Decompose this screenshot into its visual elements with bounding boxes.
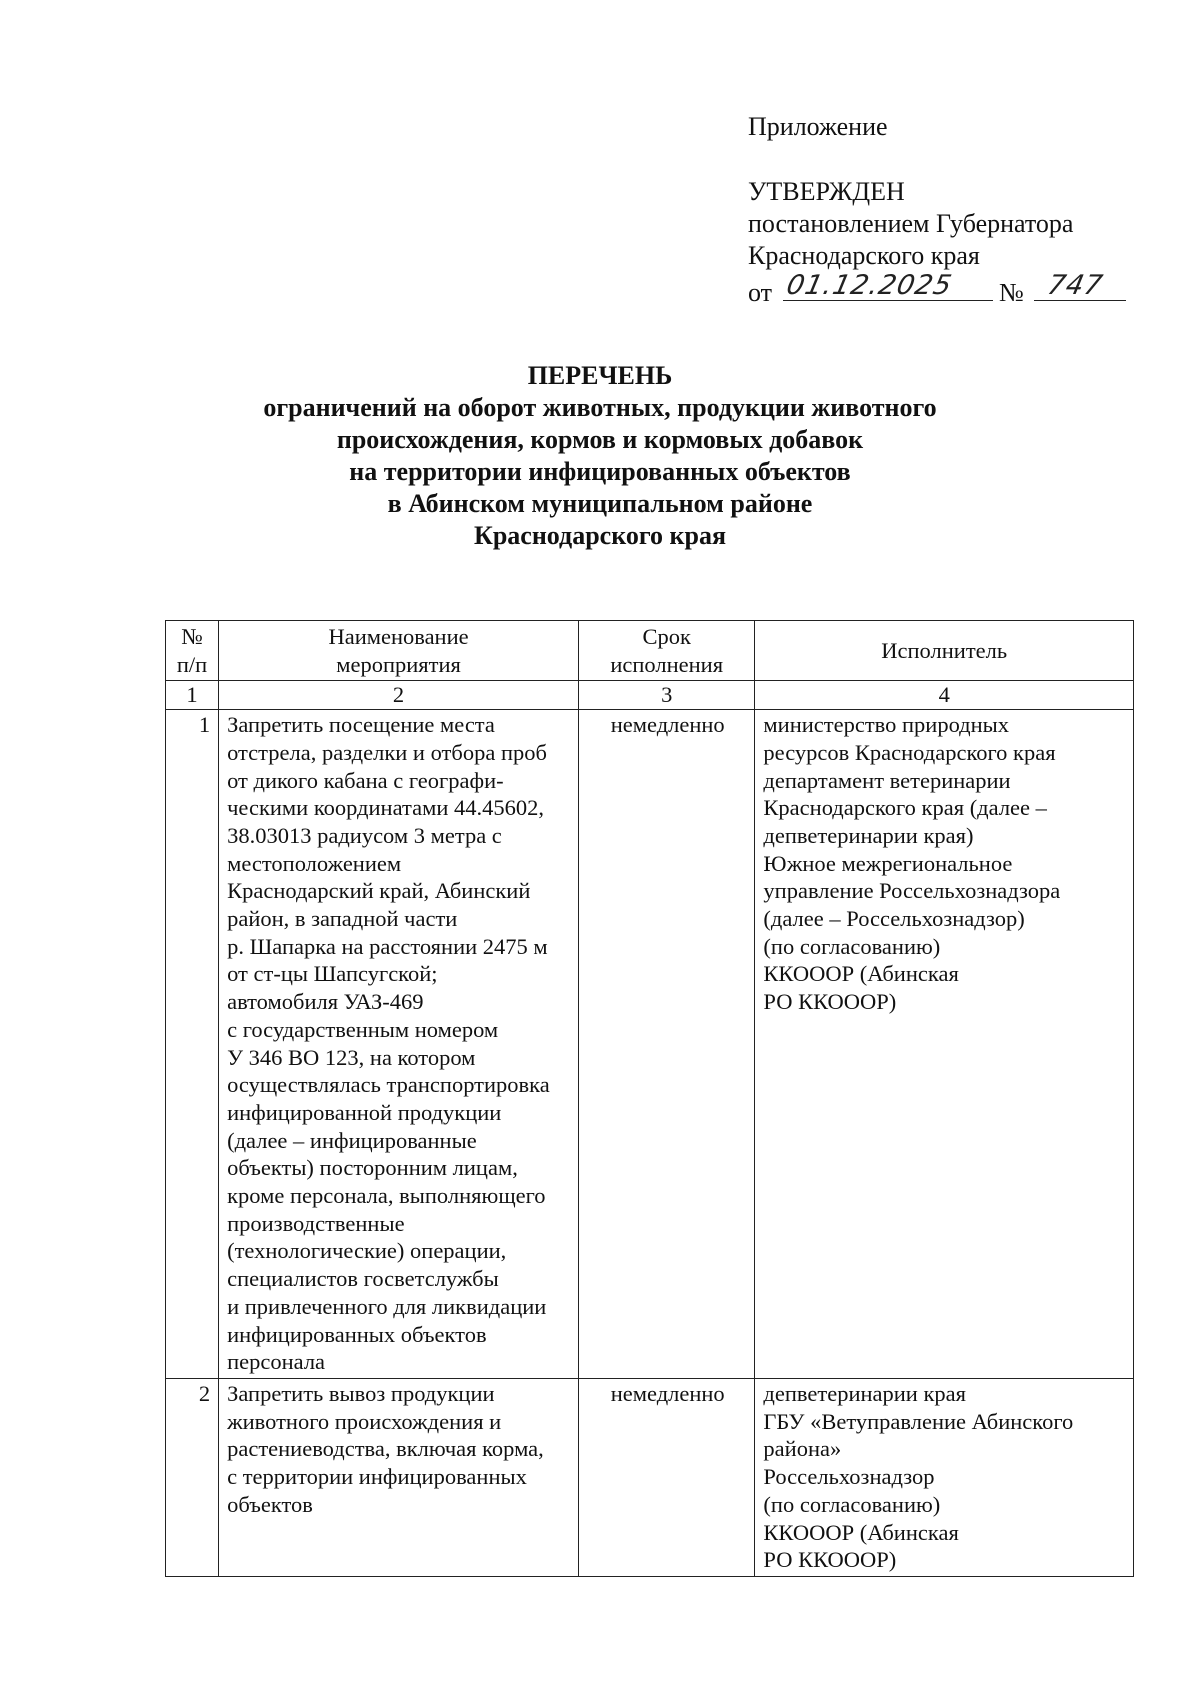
- header-term-line-2: исполнения: [610, 651, 724, 677]
- measure-line: ческими координатами 44.45602,: [227, 795, 544, 821]
- title-line-3: происхождения, кормов и кормовых добавок: [336, 425, 864, 454]
- number-prefix: №: [999, 278, 1024, 307]
- handwritten-date: 01.12.2025: [783, 270, 955, 301]
- executor-line: ГБУ «Ветуправление Абинского: [763, 1408, 1074, 1434]
- table-header-row: [166, 621, 1134, 681]
- executor-line: ККОООР (Абинская: [763, 1519, 959, 1545]
- document-title: [0, 360, 1200, 552]
- approval-block: [748, 176, 1126, 309]
- executor-line: министерство природных: [763, 712, 1010, 738]
- header-term: [579, 621, 755, 681]
- executor-line: ресурсов Краснодарского края: [763, 739, 1056, 765]
- term-cell: немедленно: [579, 1378, 755, 1576]
- measure-line: от ст-цы Шапсугской;: [227, 961, 438, 987]
- measure-line: (далее – инфицированные: [227, 1127, 477, 1153]
- header-num-line-1: №: [181, 624, 203, 649]
- executor-line: депветеринарии края: [763, 1380, 966, 1406]
- title-line-6: Краснодарского края: [473, 521, 727, 550]
- executor-line: ККОООР (Абинская: [763, 961, 959, 987]
- header-executor: Исполнитель: [755, 621, 1134, 681]
- column-numbers-row: [166, 681, 1134, 710]
- header-num-line-2: п/п: [176, 651, 208, 677]
- measure-line: персонала: [227, 1349, 326, 1375]
- executor-line: департамент ветеринарии: [763, 767, 1011, 793]
- measure-line: отстрела, разделки и отбора проб: [227, 739, 547, 765]
- measure-line: специалистов госветслужбы: [227, 1266, 499, 1292]
- measure-line: кроме персонала, выполняющего: [227, 1183, 546, 1209]
- measure-line: местоположением: [227, 850, 402, 876]
- measure-line: и привлеченного для ликвидации: [227, 1293, 547, 1319]
- executor-line: Краснодарского края (далее –: [763, 795, 1047, 821]
- executor-cell: [755, 710, 1134, 1379]
- number-field: [1034, 272, 1126, 301]
- row-number: 1: [166, 710, 219, 1379]
- measure-cell: [219, 710, 579, 1379]
- measure-line: У 346 ВО 123, на котором: [227, 1044, 476, 1070]
- measure-line: район, в западной части: [227, 906, 458, 932]
- measure-line: автомобиля УАЗ-469: [227, 989, 424, 1015]
- measure-line: от дикого кабана с географи-: [227, 767, 504, 793]
- measure-line: с государственным номером: [227, 1016, 499, 1042]
- executor-line: депветеринарии края): [763, 822, 974, 848]
- measure-line: инфицированной продукции: [227, 1099, 502, 1125]
- measure-line: (технологические) операции,: [227, 1238, 507, 1264]
- date-prefix: от: [748, 278, 773, 307]
- executor-cell: [755, 1378, 1134, 1576]
- handwritten-number: 747: [1045, 270, 1107, 301]
- restrictions-table: [165, 620, 1134, 1577]
- appendix-label: Приложение: [748, 112, 888, 141]
- measure-line: 38.03013 радиусом 3 метра с: [227, 822, 502, 848]
- header-measure: [219, 621, 579, 681]
- measure-line: производственные: [227, 1210, 405, 1236]
- measure-line: р. Шапарка на расстоянии 2475 м: [227, 933, 548, 959]
- table-row: [166, 710, 1134, 1379]
- column-number: 2: [219, 681, 579, 710]
- column-number: 1: [166, 681, 219, 710]
- measure-line: объектов: [227, 1491, 313, 1517]
- date-field: [783, 272, 993, 301]
- executor-line: Россельхознадзор: [763, 1464, 935, 1490]
- measure-line: инфицированных объектов: [227, 1321, 487, 1347]
- title-line-4: на территории инфицированных объектов: [349, 457, 851, 486]
- approved-label: УТВЕРЖДЕН: [748, 177, 905, 206]
- executor-line: РО ККОООР): [763, 1547, 897, 1573]
- approved-by-line-1: постановлением Губернатора: [748, 209, 1074, 238]
- executor-line: (по согласованию): [763, 933, 941, 959]
- measure-line: объекты) посторонним лицам,: [227, 1155, 518, 1181]
- measure-cell: [219, 1378, 579, 1576]
- column-number: 3: [579, 681, 755, 710]
- measure-line: растениеводства, включая корма,: [227, 1436, 544, 1462]
- column-number: 4: [755, 681, 1134, 710]
- measure-line: осуществлялась транспортировка: [227, 1072, 550, 1098]
- measure-line: животного происхождения и: [227, 1408, 502, 1434]
- approved-by-line-2: Краснодарского края: [748, 241, 980, 270]
- executor-line: Южное межрегиональное: [763, 850, 1013, 876]
- measure-line: Запретить вывоз продукции: [227, 1380, 495, 1406]
- table-row: [166, 1378, 1134, 1576]
- executor-line: (далее – Россельхознадзор): [763, 906, 1025, 932]
- title-line-1: ПЕРЕЧЕНЬ: [527, 361, 673, 390]
- row-number: 2: [166, 1378, 219, 1576]
- header-num: [166, 621, 219, 681]
- title-line-5: в Абинском муниципальном районе: [387, 489, 813, 518]
- header-measure-line-1: Наименование: [328, 624, 469, 649]
- term-cell: немедленно: [579, 710, 755, 1379]
- executor-line: управление Россельхознадзора: [763, 878, 1061, 904]
- executor-line: (по согласованию): [763, 1491, 941, 1517]
- date-number-line: [748, 272, 1126, 309]
- measure-line: Краснодарский край, Абинский: [227, 878, 531, 904]
- title-line-2: ограничений на оборот животных, продукции животного: [263, 393, 937, 422]
- measure-line: Запретить посещение места: [227, 712, 495, 738]
- executor-line: РО ККОООР): [763, 989, 897, 1015]
- header-measure-line-2: мероприятия: [336, 651, 461, 677]
- executor-line: района»: [763, 1436, 842, 1462]
- header-term-line-1: Срок: [642, 624, 691, 649]
- measure-line: с территории инфицированных: [227, 1464, 527, 1490]
